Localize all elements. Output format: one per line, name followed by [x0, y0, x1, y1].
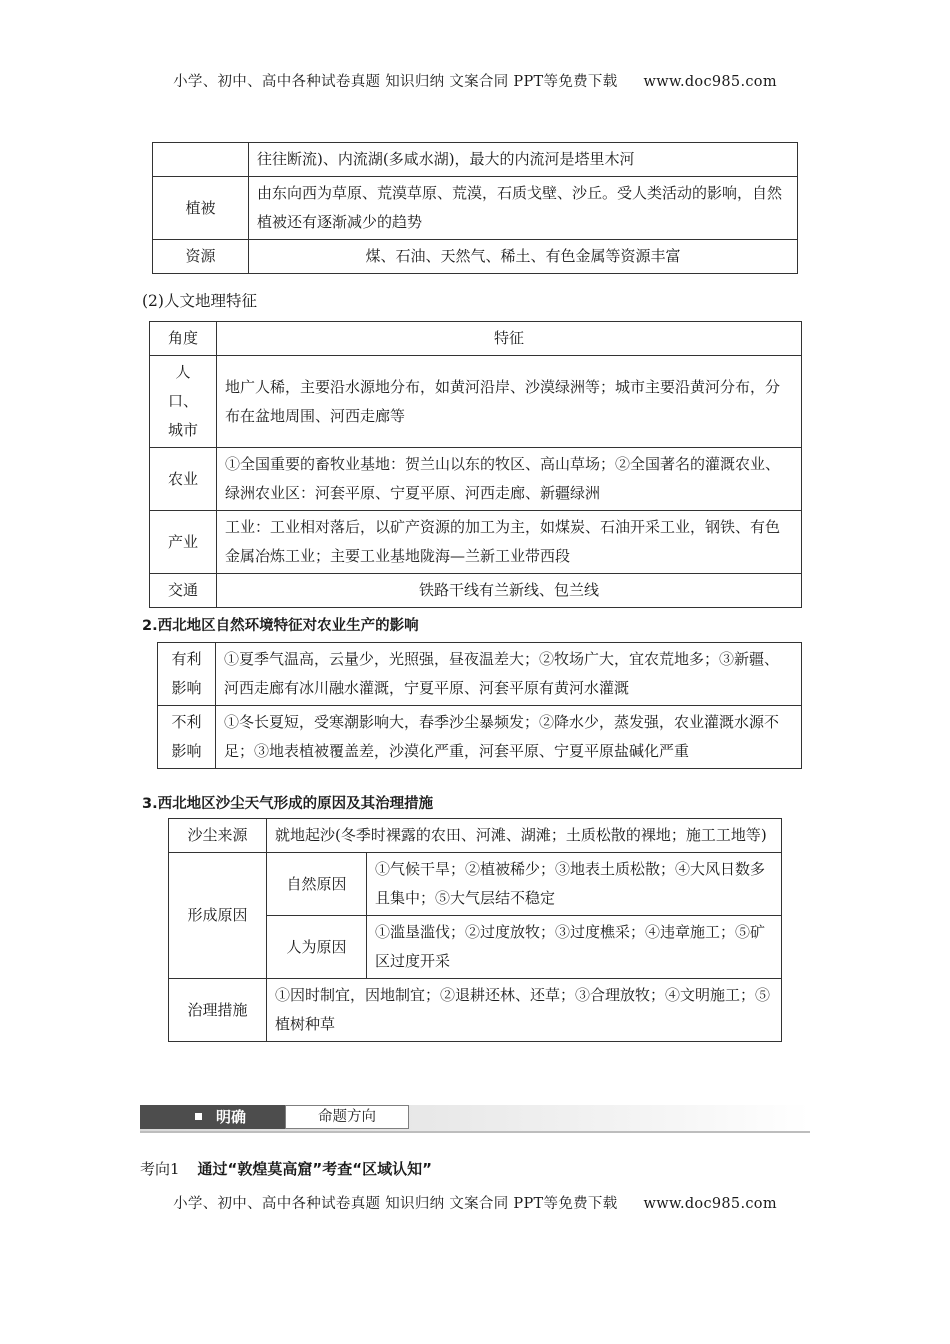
square-bullet-icon	[195, 1113, 202, 1120]
table-row	[150, 511, 802, 574]
kaoxiang-heading	[140, 1158, 432, 1179]
sandstorm-table	[168, 818, 782, 1042]
row-content: 由东向西为草原、荒漠草原、荒漠，石质戈壁、沙丘。受人类活动的影响，自然植被还有逐渐减少的趋势	[249, 177, 798, 240]
human-features-table	[149, 321, 802, 608]
table-row	[150, 574, 802, 608]
table-row	[153, 240, 798, 274]
row-content: ①滥垦滥伐；②过度放牧；③过度樵采；④违章施工；⑤矿区过度开采	[367, 916, 782, 979]
row-content: 工业：工业相对落后，以矿产资源的加工为主，如煤炭、石油开采工业，钢铁、有色金属冶炼工业；主要工业基地陇海—兰新工业带西段	[217, 511, 802, 574]
row-label: 形成原因	[169, 853, 267, 979]
row-label: 农业	[150, 448, 217, 511]
row-label: 治理措施	[169, 979, 267, 1042]
table-header-row	[150, 322, 802, 356]
row-label: 交通	[150, 574, 217, 608]
sub-label: 人为原因	[267, 916, 367, 979]
row-content: ①冬长夏短，受寒潮影响大，春季沙尘暴频发；②降水少，蒸发强，农业灌溉水源不足；③地表植被覆盖差，沙漠化严重，河套平原、宁夏平原盐碱化严重	[216, 706, 802, 769]
row-content: 铁路干线有兰新线、包兰线	[217, 574, 802, 608]
row-label: 人口、城市	[150, 356, 217, 448]
table-row	[150, 356, 802, 448]
footer-text: 小学、初中、高中各种试卷真题 知识归纳 文案合同 PPT等免费下载	[173, 1196, 618, 1212]
table-row	[150, 448, 802, 511]
row-content: 往往断流)、内流湖(多咸水湖)，最大的内流河是塔里木河	[249, 143, 798, 177]
table-row	[158, 706, 802, 769]
sub-label: 自然原因	[267, 853, 367, 916]
row-content: ①因时制宜，因地制宜；②退耕还林、还草；③合理放牧；④文明施工；⑤植树种草	[267, 979, 782, 1042]
column-header: 角度	[150, 322, 217, 356]
row-content: ①气候干旱；②植被稀少；③地表土质松散；④大风日数多且集中；⑤大气层结不稳定	[367, 853, 782, 916]
row-content: 地广人稀，主要沿水源地分布，如黄河沿岸、沙漠绿洲等；城市主要沿黄河分布，分布在盆地周围、河西走廊等	[217, 356, 802, 448]
section-title-human-geography: (2)人文地理特征	[142, 292, 257, 310]
header-site: www.doc985.com	[643, 74, 777, 90]
table-row	[153, 143, 798, 177]
table-row	[158, 643, 802, 706]
kaoxiang-title: 通过“敦煌莫高窟”考查“区域认知”	[197, 1160, 432, 1178]
section-banner	[140, 1105, 810, 1133]
row-label: 产业	[150, 511, 217, 574]
page-header	[0, 70, 950, 91]
table-row	[153, 177, 798, 240]
row-label: 不利影响	[158, 706, 216, 769]
section-title-sandstorm: 3.西北地区沙尘天气形成的原因及其治理措施	[142, 796, 434, 812]
banner-light-tab: 命题方向	[285, 1105, 409, 1129]
row-content: ①全国重要的畜牧业基地：贺兰山以东的牧区、高山草场；②全国著名的灌溉农业、绿洲农业区：河套平原、宁夏平原、河西走廊、新疆绿洲	[217, 448, 802, 511]
agriculture-impact-table	[157, 642, 802, 769]
row-label	[153, 143, 249, 177]
banner-dark-tab	[140, 1105, 285, 1129]
header-text: 小学、初中、高中各种试卷真题 知识归纳 文案合同 PPT等免费下载	[173, 74, 618, 90]
row-label: 沙尘来源	[169, 819, 267, 853]
row-label: 资源	[153, 240, 249, 274]
footer-site: www.doc985.com	[643, 1196, 777, 1212]
table-row	[169, 819, 782, 853]
row-label: 有利影响	[158, 643, 216, 706]
natural-features-table	[152, 142, 798, 274]
banner-rule	[140, 1131, 810, 1133]
table-row	[169, 853, 782, 916]
section-title-agriculture: 2.西北地区自然环境特征对农业生产的影响	[142, 618, 419, 634]
row-content: ①夏季气温高，云量少，光照强，昼夜温差大；②牧场广大，宜农荒地多；③新疆、河西走廊有冰川融水灌溉，宁夏平原、河套平原有黄河水灌溉	[216, 643, 802, 706]
banner-dark-label: 明确	[216, 1108, 247, 1126]
kaoxiang-number: 考向1	[140, 1160, 180, 1178]
row-label: 植被	[153, 177, 249, 240]
table-row	[169, 979, 782, 1042]
row-content: 煤、石油、天然气、稀土、有色金属等资源丰富	[249, 240, 798, 274]
column-header: 特征	[217, 322, 802, 356]
row-content: 就地起沙(冬季时裸露的农田、河滩、湖滩；土质松散的裸地；施工工地等)	[267, 819, 782, 853]
page-footer	[0, 1192, 950, 1213]
